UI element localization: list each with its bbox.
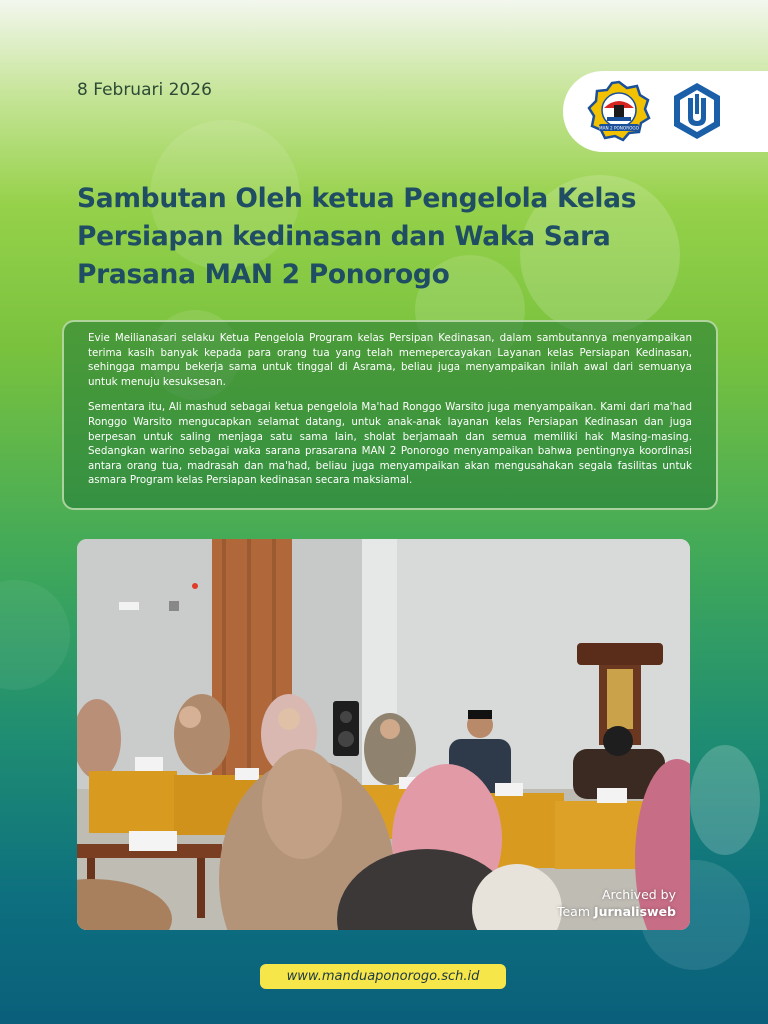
bokeh-circle — [0, 580, 70, 690]
credit-team-name: Jurnalisweb — [593, 904, 676, 919]
article-body — [62, 320, 718, 510]
brand-logo-icon — [673, 82, 721, 140]
credit-line-archived: Archived by — [601, 887, 676, 902]
svg-text:MAN 2 PONOROGO: MAN 2 PONOROGO — [599, 125, 639, 131]
bokeh-circle — [690, 745, 760, 855]
logo-banner — [563, 71, 768, 152]
event-photo-illustration — [77, 539, 690, 930]
article-title: Sambutan Oleh ketua Pengelola Kelas Persiapan kedinasan dan Waka Sara Prasana MAN 2 Ponorogo — [77, 183, 637, 290]
photo-credit — [557, 886, 676, 920]
credit-line-team: Team Jurnalisweb — [556, 904, 676, 919]
event-photo — [77, 539, 690, 930]
madrasah-seal-icon — [587, 80, 651, 142]
website-link[interactable]: www.manduaponorogo.sch.id — [260, 964, 506, 989]
article-paragraph: Sementara itu, Ali mashud sebagai ketua pengelola Ma'had Ronggo Warsito juga menyampaikan. Kami dari ma'had Ronggo Warsito mengucapkan selamat datang, untuk anak-anak layanan kelas Persiapan Kedinasan dan juga berpesan untuk saling menjaga satu sama lain, sholat berjamaah dan semua memiliki hak Masing-masing. Sedangkan warino sebagai waka sarana prasarana MAN 2 Ponorogo menyampaikan bahwa pentingnya koordinasi antara orang tua, madrasah dan ma'had, beliau juga menyampaikan akan mengusahakan segala fasilitas untuk asmara Program kelas Persiapan kedinasan secara maksiamal. — [88, 401, 692, 487]
article-paragraph: Evie Meilianasari selaku Ketua Pengelola Program kelas Persipan Kedinasan, dalam sambutannya menyampaikan terima kasih banyak kepada para orang tua yang telah memepercayakan Layanan kelas Persiapan Kedinasan, sehingga mampu bekerja sama untuk tinggal di Asrama, beliau juga menyampaikan inilah awal dari semuanya untuk menuju kesuksesan. — [88, 332, 692, 388]
publish-date: 8 Februari 2026 — [77, 80, 212, 100]
